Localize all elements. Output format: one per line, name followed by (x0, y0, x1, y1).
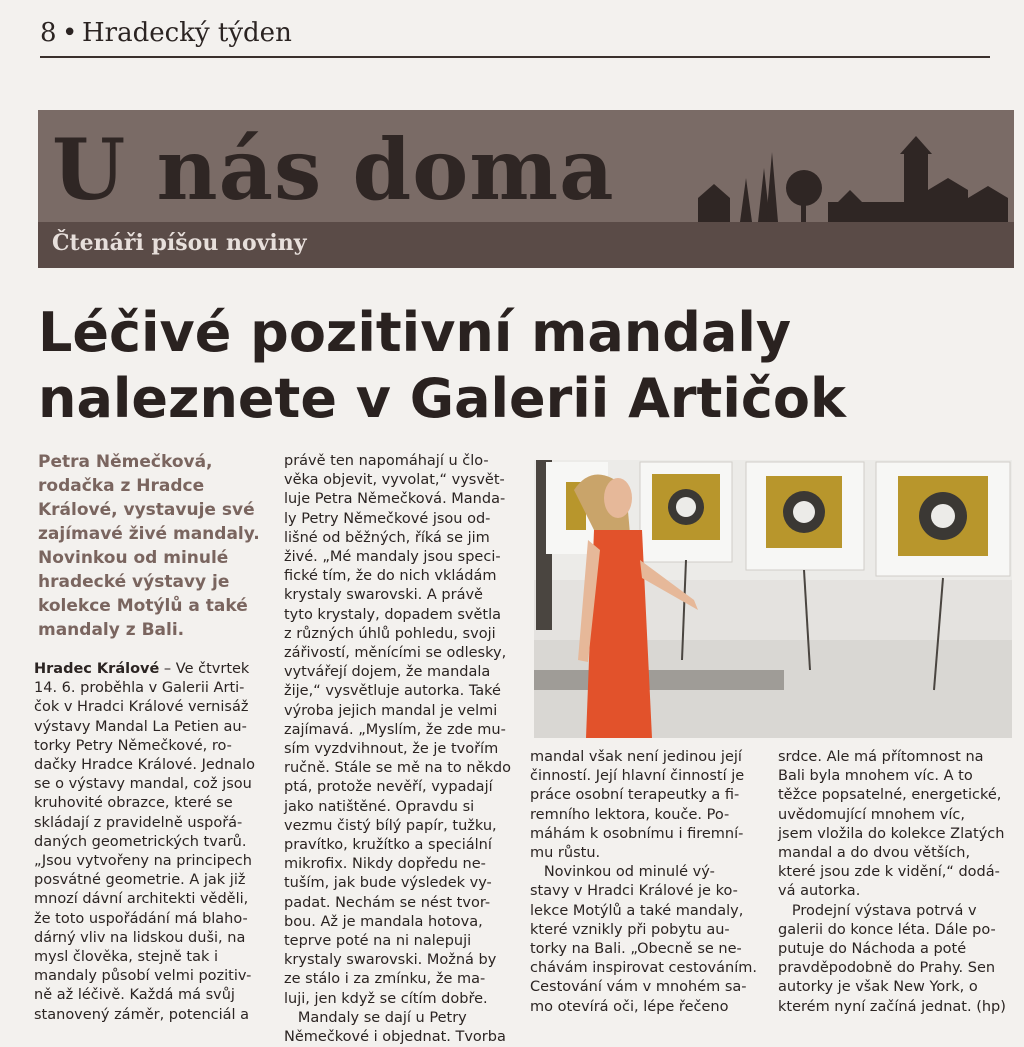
text-line: se o výstavy mandal, což jsou (34, 776, 252, 793)
header-separator: • (62, 18, 78, 48)
text-line: torky na Bali. „Obecně se ne- (530, 941, 742, 958)
text-line: ly Petry Němečkové jsou od- (284, 510, 491, 527)
lead-line: zajímavé živé mandaly. (38, 524, 260, 544)
text-line: fické tím, že do nich vkládám (284, 568, 497, 585)
text-line: tyto krystaly, dopadem světla (284, 606, 502, 623)
text-line: žije,“ vysvětluje autorka. Také (284, 683, 501, 700)
first-line (34, 660, 274, 679)
article-headline (38, 300, 998, 432)
text-line: zajímavá. „Myslím, že zde mu- (284, 721, 506, 738)
text-line: kruhovité obrazce, které se (34, 795, 233, 812)
text-line: těžce popsatelné, energetické, (778, 787, 1002, 804)
text-line: práce osobní terapeutky a fi- (530, 787, 740, 804)
text-line: posvátné geometrie. A jak již (34, 872, 246, 889)
text-line: ze stálo i za zmínku, že ma- (284, 971, 486, 988)
section-banner (38, 110, 1014, 268)
text-line: mikrofix. Nikdy dopředu ne- (284, 856, 486, 873)
text-line: putuje do Náchoda a poté (778, 941, 967, 958)
text-line: luje Petra Němečková. Manda- (284, 491, 506, 508)
gallery-photo-icon (534, 460, 1012, 738)
text-line: stanovený záměr, potenciál a (34, 1006, 250, 1023)
text-line: chávám inspirovat cestováním. (530, 960, 757, 977)
text-line: jsem vložila do kolekce Zlatých (778, 825, 1005, 842)
article-photo (534, 460, 1012, 738)
headline-line-2: naleznete v Galerii Artičok (38, 367, 846, 430)
text-line: zářivostí, měnícími se odlesky, (284, 645, 507, 662)
text-line: tuším, jak bude výsledek vy- (284, 875, 492, 892)
lead-line: Králové, vystavuje své (38, 500, 255, 520)
text-line: právě ten napomáhají u člo- (284, 453, 489, 469)
text-line: ručně. Stále se mě na to někdo (284, 760, 511, 777)
text-line: remního lektora, kouče. Po- (530, 806, 730, 823)
text-line: pravděpodobně do Prahy. Sen (778, 960, 996, 977)
text-line: lišné od běžných, říká se jim (284, 529, 490, 546)
text-line: z různých úhlů pohledu, svoji (284, 625, 496, 642)
text-line: mu růstu. (530, 845, 601, 862)
text-line: daných geometrických tvarů. (34, 833, 247, 850)
text-line: výroba jejich mandal je velmi (284, 702, 498, 719)
banner-subtitle: Čtenáři píšou noviny (52, 230, 307, 256)
text-line: Novinkou od minulé vý- (530, 864, 715, 881)
text-line: autorky je však New York, o (778, 979, 978, 996)
headline-line-1: Léčivé pozitivní mandaly (38, 301, 792, 364)
first-line-rest: – Ve čtvrtek (159, 661, 250, 677)
text-line: jako natištěné. Opravdu si (284, 798, 475, 815)
article-column-3 (530, 748, 766, 1017)
lead-line: kolekce Motýlů a také (38, 596, 248, 616)
dateline: Hradec Králové (34, 661, 160, 677)
text-line: teprve poté na ni nalepuji (284, 933, 472, 950)
text-line: 14. 6. proběhla v Galerii Arti- (34, 680, 245, 697)
newspaper-name: Hradecký týden (82, 18, 292, 48)
text-line: dárný vliv na lidskou duši, na (34, 929, 246, 946)
text-line: uvědomující mnohem víc, (778, 806, 965, 823)
text-line: vá autorka. (778, 883, 861, 900)
article-column-4 (778, 748, 1014, 1017)
page-number: 8 (40, 18, 57, 48)
text-line: krystaly swarovski. Možná by (284, 952, 497, 969)
text-line: Mandaly se dají u Petry (284, 1009, 467, 1026)
page-header (40, 16, 990, 58)
text-line: Němečkové i objednat. Tvorba (284, 1029, 506, 1046)
text-line: mysl člověka, stejně tak i (34, 949, 219, 966)
text-line: mnozí dávní architekti věděli, (34, 891, 249, 908)
text-line: bou. Až je mandala hotova, (284, 913, 483, 930)
banner-title: U nás doma (52, 120, 615, 219)
text-line: mandaly působí velmi pozitiv- (34, 968, 252, 985)
text-line: srdce. Ale má přítomnost na (778, 749, 984, 765)
lead-line: mandaly z Bali. (38, 620, 185, 640)
text-line: torky Petry Němečkové, ro- (34, 737, 232, 754)
article-column-2 (284, 452, 524, 1047)
text-line: skládají z pravidelně uspořá- (34, 814, 243, 831)
text-line: čok v Hradci Králové vernisáž (34, 699, 249, 716)
text-line: mandal však není jedinou její (530, 749, 742, 765)
text-line: pravítko, kružítko a speciální (284, 837, 492, 854)
text-line: lekce Motýlů a také mandaly, (530, 902, 744, 919)
text-line: mandal a do dvou větších, (778, 845, 971, 862)
text-line: že toto uspořádání má blaho- (34, 910, 248, 927)
text-line: luji, jen když se cítím dobře. (284, 990, 488, 1007)
lead-line: Novinkou od minulé (38, 548, 229, 568)
lead-line: rodačka z Hradce (38, 476, 205, 496)
text-line: krystaly swarovski. A právě (284, 587, 483, 604)
text-line: Cestování vám v mnohém sa- (530, 979, 747, 996)
text-line: vezmu čistý bílý papír, tužku, (284, 817, 497, 834)
text-line: galerii do konce léta. Dále po- (778, 921, 996, 938)
text-line: „Jsou vytvořeny na principech (34, 853, 252, 870)
text-line: stavy v Hradci Králové je ko- (530, 883, 738, 900)
text-line: máhám k osobnímu i firemní- (530, 825, 744, 842)
text-line: sím vyzdvihnout, že je tvořím (284, 741, 499, 758)
text-line: výstavy Mandal La Petien au- (34, 718, 247, 735)
text-line: kterém nyní začíná jednat. (hp) (778, 998, 1006, 1015)
text-line: které jsou zde k vidění,“ dodá- (778, 864, 1000, 881)
text-line: živé. „Mé mandaly jsou speci- (284, 549, 501, 566)
article-lead (38, 450, 286, 642)
text-line: mo otevírá oči, lépe řečeno (530, 998, 729, 1015)
text-line: Prodejní výstava potrvá v (778, 902, 977, 919)
text-line: ptá, protože nevěří, vypadají (284, 779, 493, 796)
text-line: ně až léčivě. Každá má svůj (34, 987, 235, 1004)
text-line: Bali byla mnohem víc. A to (778, 768, 973, 785)
text-line: vytvářejí dojem, že mandala (284, 664, 491, 681)
text-line: činností. Její hlavní činností je (530, 768, 745, 785)
text-line: které vznikly při pobytu au- (530, 921, 730, 938)
text-line: věka objevit, vyvolat,“ vysvět- (284, 472, 505, 489)
text-line: dačky Hradce Králové. Jednalo (34, 757, 255, 774)
lead-line: hradecké výstavy je (38, 572, 230, 592)
lead-line: Petra Němečková, (38, 452, 213, 472)
article-column-1 (34, 660, 274, 1025)
text-line: padat. Nechám se nést tvor- (284, 894, 491, 911)
